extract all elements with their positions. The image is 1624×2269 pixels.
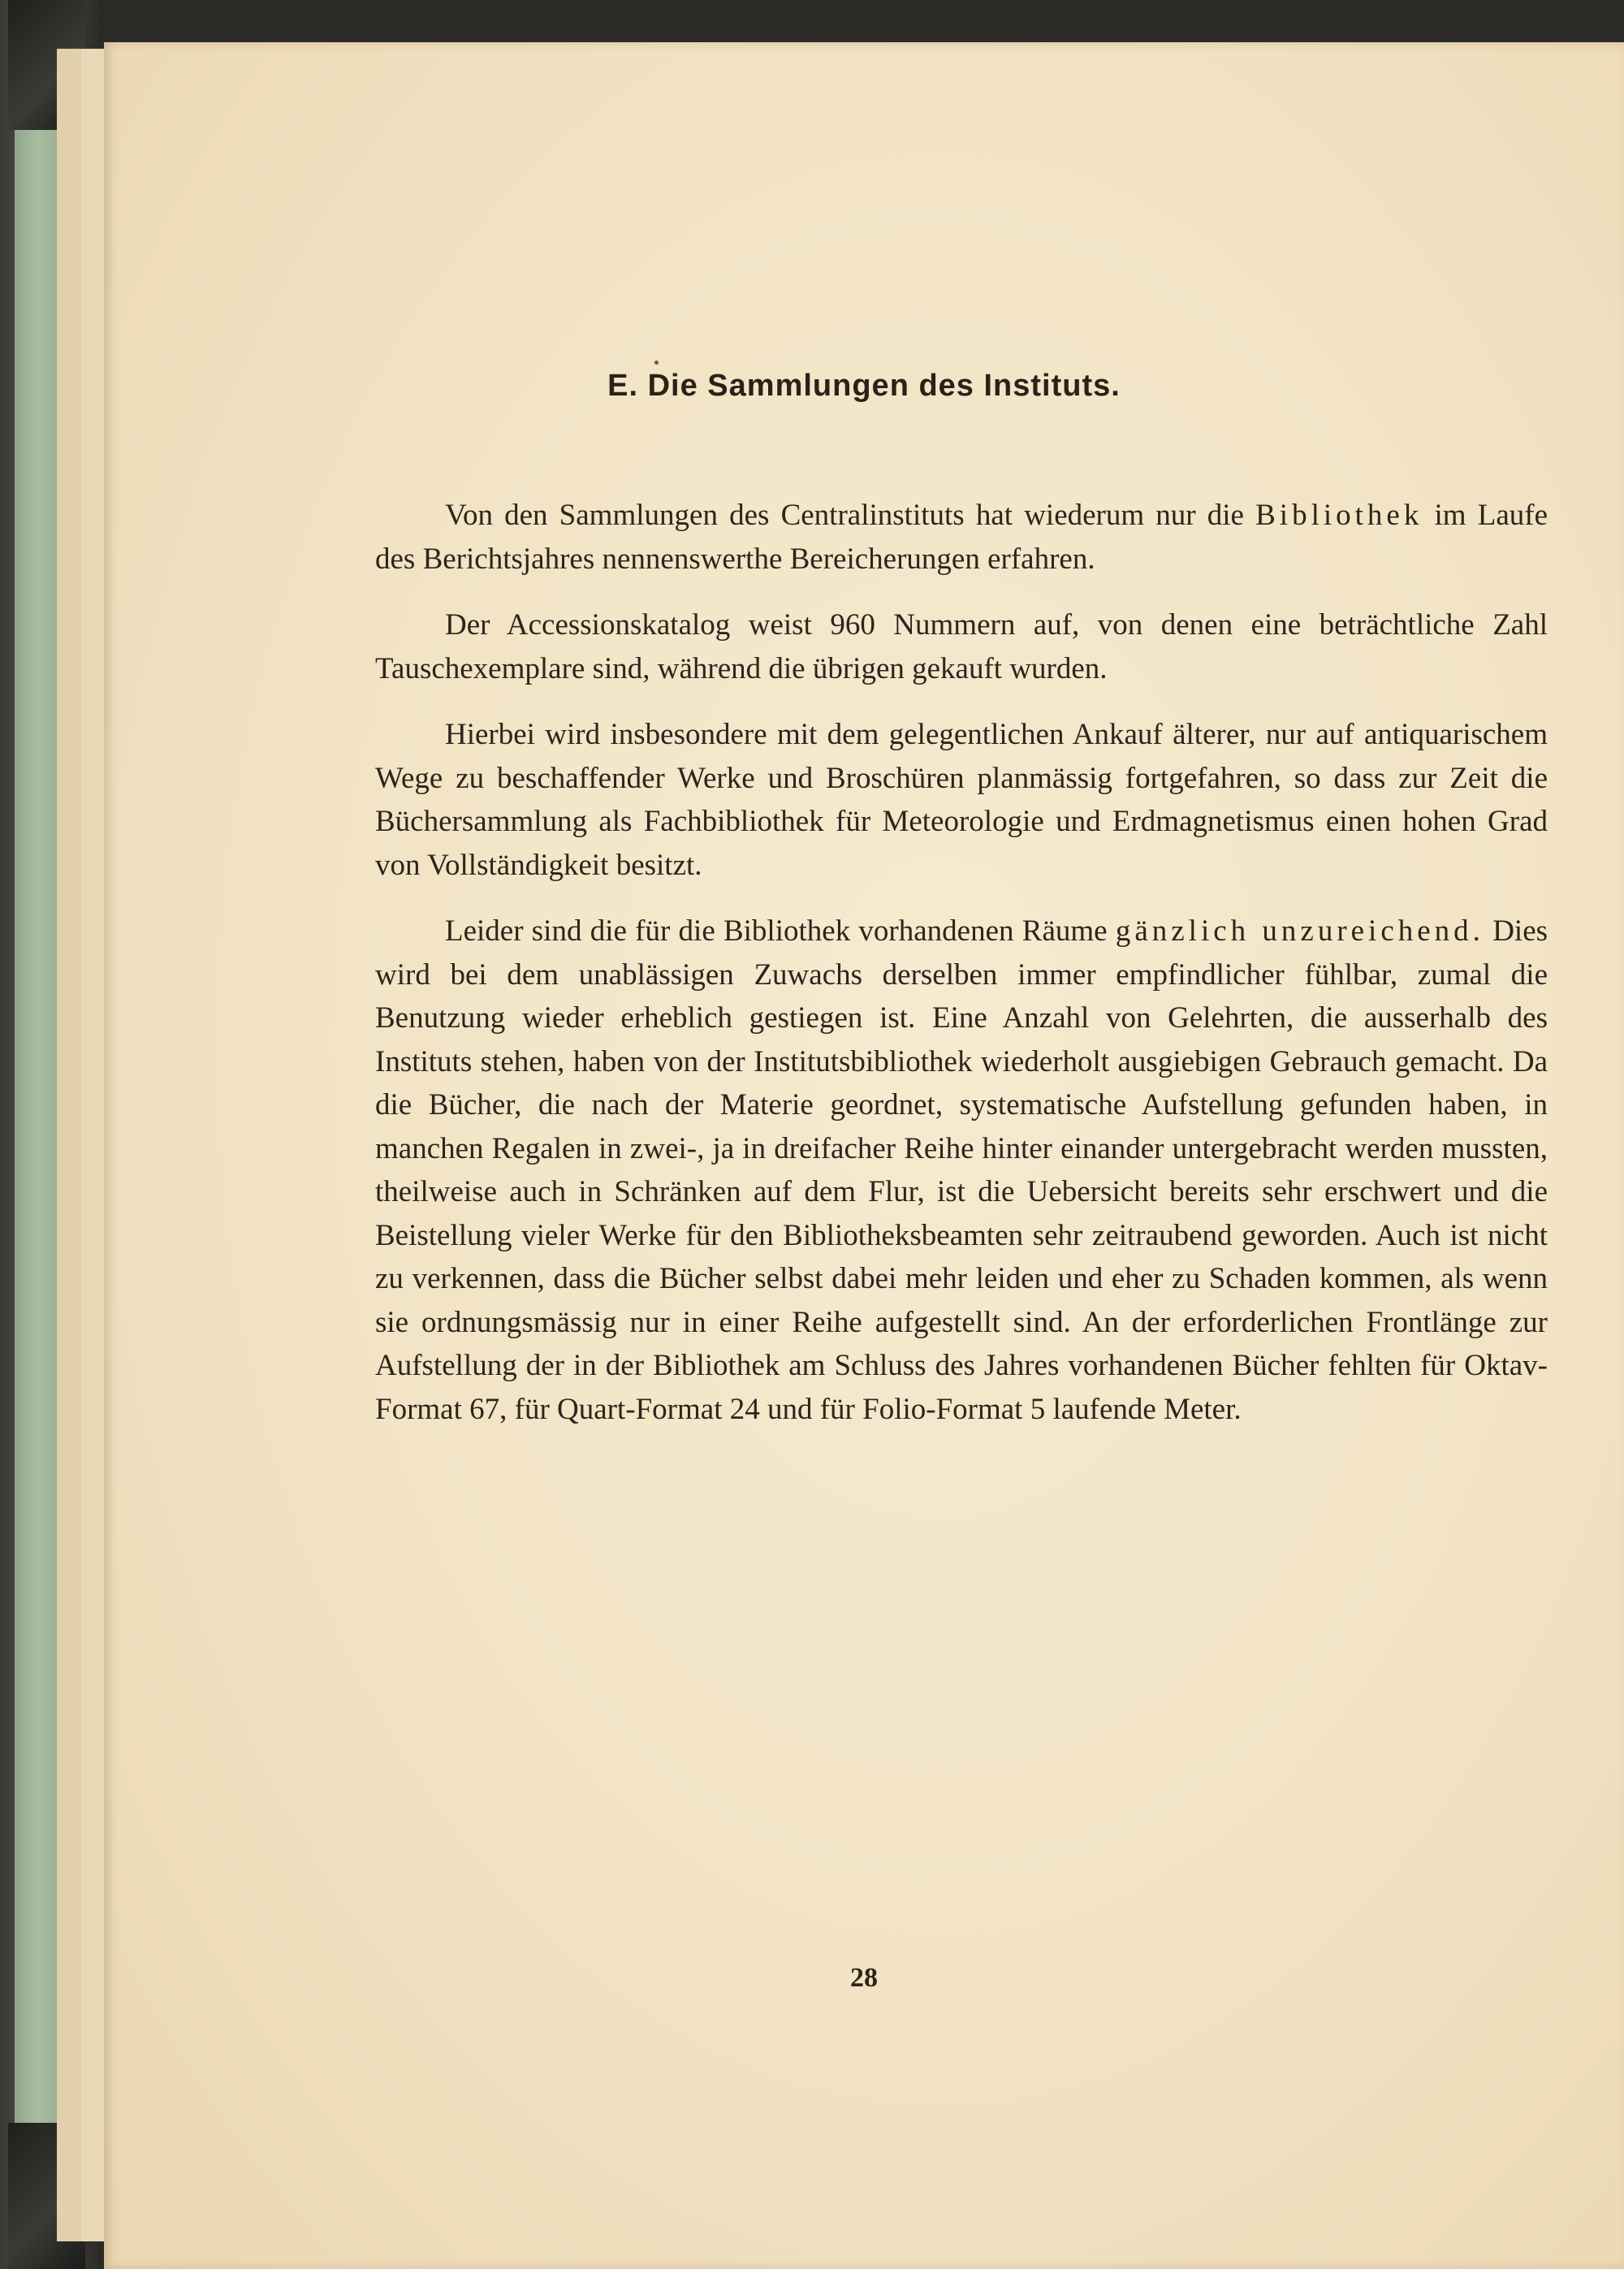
paragraph-1 xyxy=(375,494,1548,581)
page-stack-edge xyxy=(81,49,106,2241)
book-page xyxy=(104,42,1624,2269)
paragraph-2: Der Accessionskatalog weist 960 Nummern auf, von denen eine beträchtliche Zahl Tauschexemplare sind, während die übrigen gekauft wurden. xyxy=(375,608,1548,685)
paragraph-1-text-b: im Laufe des Berichtsjahres nennenswerthe Bereicherungen erfahren. xyxy=(375,499,1548,576)
page-number: 28 xyxy=(850,1963,878,1993)
paragraph-3: Hierbei wird insbesondere mit dem gelegentlichen Ankauf älterer, nur auf antiquarischem Wege zu beschaffender Werke und Broschüren planmässig fortgefahren, so dass zur Zeit die Büchersammlung als Fachbibliothek für Meteorologie und Erdmagnetismus einen hohen Grad von Vollständigkeit besitzt. xyxy=(375,718,1548,882)
paragraph-1-spaced-word: Bibliothek xyxy=(1255,499,1423,532)
body-text xyxy=(375,494,1548,1454)
section-heading: E. Die Sammlungen des Instituts. xyxy=(607,369,1121,403)
paragraph-4-spaced-phrase: gänzlich unzureichend. xyxy=(1115,914,1484,948)
paragraph-1-text-a: Von den Sammlungen des Centralinstituts hat wiederum nur die xyxy=(445,499,1244,532)
paragraph-4-text-b: Dies wird bei dem unablässigen Zuwachs derselben immer empfindlicher fühlbar, zumal die Benutzung wieder erheblich gestiegen ist. Eine Anzahl von Gelehrten, die ausserhalb des Instituts stehen, haben von der Institutsbibliothek wiederholt ausgiebigen Gebrauch gemacht. Da die Bücher, die nach der Materie geordnet, systematische Aufstellung gefunden haben, in manchen Regalen in zwei-, ja in dreifacher Reihe hinter einander untergebracht werden mussten, theilweise auch in Schränken auf dem Flur, ist die Uebersicht bereits sehr erschwert und die Beistellung vieler Werke für den Bibliotheksbeamten sehr zeitraubend geworden. Auch ist nicht zu verkennen, dass die Bücher selbst dabei mehr leiden und eher zu Schaden kommen, als wenn sie ordnungsmässig nur in einer Reihe aufgestellt sind. An der erforderlichen Frontlänge zur Aufstellung der in der Bibliothek am Schluss des Jahres vorhandenen Bücher fehlten für Oktav-Format 67, für Quart-Format 24 und für Folio-Format 5 laufende Meter. xyxy=(375,914,1548,1426)
paragraph-4-text-a: Leider sind die für die Bibliothek vorhandenen Räume xyxy=(445,914,1108,948)
paper-speck xyxy=(654,361,659,365)
paragraph-4 xyxy=(375,910,1548,1431)
